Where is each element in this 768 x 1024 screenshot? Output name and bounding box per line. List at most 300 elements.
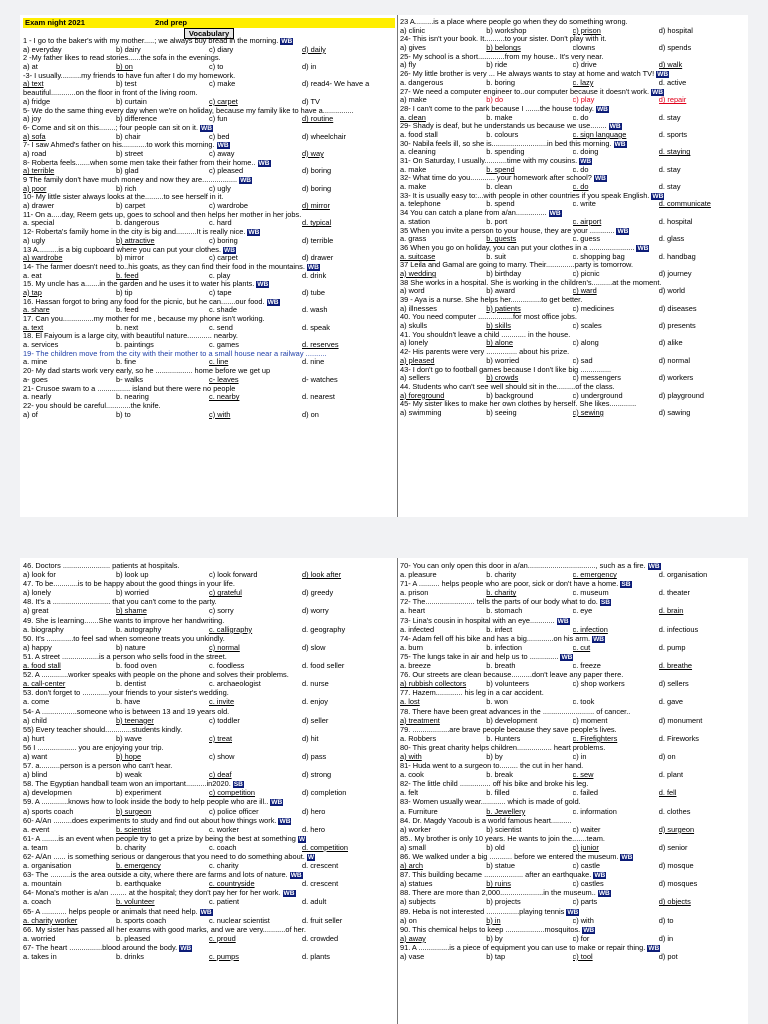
- answer-option[interactable]: b. charity: [116, 842, 146, 852]
- answer-option[interactable]: b. spending: [486, 148, 525, 157]
- answer-option[interactable]: a. team: [23, 842, 48, 852]
- correct-option[interactable]: a) away: [400, 933, 426, 943]
- answer-option[interactable]: b) old: [486, 842, 505, 852]
- answer-option[interactable]: a- goes: [23, 375, 48, 384]
- answer-option[interactable]: b) do: [486, 96, 504, 105]
- answer-option[interactable]: d) wheelchair: [302, 132, 346, 141]
- answer-option[interactable]: b) carpet: [116, 202, 146, 211]
- answer-option[interactable]: d. gave: [658, 697, 683, 707]
- answer-option[interactable]: b. earthquake: [116, 879, 162, 889]
- answer-option[interactable]: a) of: [23, 410, 38, 419]
- answer-option[interactable]: b- walks: [116, 375, 144, 384]
- answer-option[interactable]: d) senior: [658, 842, 688, 852]
- correct-option[interactable]: d. breathe: [658, 661, 693, 671]
- correct-option[interactable]: a) sofa: [23, 132, 46, 141]
- answer-option[interactable]: d) completion: [302, 788, 347, 798]
- answer-option[interactable]: b) street: [116, 149, 144, 158]
- answer-option[interactable]: d) world: [658, 287, 686, 296]
- answer-option[interactable]: d) sellers: [658, 679, 689, 689]
- answer-option[interactable]: d) monument: [658, 715, 703, 725]
- answer-option[interactable]: b. feed: [116, 306, 139, 315]
- answer-option[interactable]: c) boring: [209, 236, 238, 245]
- correct-option[interactable]: a. call-center: [23, 679, 66, 689]
- answer-option[interactable]: c) play: [572, 96, 595, 105]
- answer-option[interactable]: d) mosques: [658, 879, 698, 889]
- answer-option[interactable]: d) seller: [302, 715, 329, 725]
- answer-option[interactable]: c. charity: [209, 861, 239, 871]
- answer-option[interactable]: a) fridge: [23, 97, 51, 106]
- answer-option[interactable]: b. drinks: [116, 952, 144, 962]
- correct-option[interactable]: b) hope: [116, 751, 142, 761]
- answer-option[interactable]: b) scientist: [486, 824, 522, 834]
- answer-option[interactable]: b. infect: [486, 624, 513, 634]
- answer-option[interactable]: a) fly: [400, 61, 417, 70]
- answer-option[interactable]: c) medicines: [572, 304, 614, 313]
- correct-option[interactable]: a) wardrobe: [23, 254, 63, 263]
- answer-option[interactable]: b) look up: [116, 570, 149, 580]
- answer-option[interactable]: c) police officer: [209, 806, 259, 816]
- answer-option[interactable]: a. cook: [400, 770, 424, 780]
- answer-option[interactable]: a) lonely: [400, 339, 428, 348]
- correct-option[interactable]: c) junior: [572, 842, 599, 852]
- answer-option[interactable]: a) worker: [400, 824, 431, 834]
- correct-option[interactable]: a) text: [23, 80, 44, 89]
- answer-option[interactable]: b. next: [116, 323, 139, 332]
- answer-option[interactable]: a) happy: [23, 642, 52, 652]
- answer-option[interactable]: d) TV: [302, 97, 320, 106]
- correct-option[interactable]: c) competition: [209, 788, 256, 798]
- answer-option[interactable]: b. paintings: [116, 341, 154, 350]
- correct-option[interactable]: b) teenager: [116, 715, 154, 725]
- answer-option[interactable]: a) clinic: [400, 26, 426, 35]
- answer-option[interactable]: d) worry: [302, 606, 329, 616]
- answer-option[interactable]: c. do: [572, 165, 589, 174]
- answer-option[interactable]: a) on: [400, 915, 417, 925]
- answer-option[interactable]: d) diseases: [658, 304, 697, 313]
- correct-option[interactable]: c. countryside: [209, 879, 255, 889]
- answer-option[interactable]: a. burn: [400, 642, 424, 652]
- correct-option[interactable]: a. food stall: [23, 661, 61, 671]
- answer-option[interactable]: d) tube: [302, 288, 326, 297]
- correct-option[interactable]: c) normal: [209, 642, 240, 652]
- answer-option[interactable]: c. send: [209, 323, 233, 332]
- answer-option[interactable]: c. patient: [209, 897, 239, 907]
- answer-option[interactable]: d. wash: [302, 306, 328, 315]
- answer-option[interactable]: a. telephone: [400, 200, 441, 209]
- answer-option[interactable]: d) spends: [658, 44, 692, 53]
- answer-option[interactable]: c) to: [209, 63, 224, 72]
- correct-option[interactable]: a) foreground: [400, 391, 445, 400]
- answer-option[interactable]: d) greedy: [302, 588, 334, 598]
- answer-option[interactable]: d) in: [302, 63, 317, 72]
- answer-option[interactable]: a) sellers: [400, 374, 430, 383]
- correct-option[interactable]: c) prison: [572, 26, 601, 35]
- correct-option[interactable]: a. charity worker: [23, 915, 78, 925]
- correct-option[interactable]: d. fell: [658, 788, 677, 798]
- answer-option[interactable]: d. crowded: [302, 933, 339, 943]
- answer-option[interactable]: a. biography: [23, 624, 64, 634]
- correct-option[interactable]: b. scientist: [116, 824, 151, 834]
- correct-option[interactable]: a) with: [400, 751, 422, 761]
- correct-option[interactable]: d. brain: [658, 606, 684, 616]
- answer-option[interactable]: b) mirror: [116, 254, 144, 263]
- answer-option[interactable]: c) show: [209, 751, 235, 761]
- answer-option[interactable]: c) along: [572, 339, 599, 348]
- correct-option[interactable]: d) objects: [658, 897, 691, 907]
- answer-option[interactable]: c. shade: [209, 306, 237, 315]
- answer-option[interactable]: d) normal: [658, 356, 690, 365]
- answer-option[interactable]: b. have: [116, 697, 141, 707]
- answer-option[interactable]: b) development: [486, 715, 538, 725]
- answer-option[interactable]: a. mine: [23, 358, 48, 367]
- answer-option[interactable]: d) hospital: [658, 26, 693, 35]
- correct-option[interactable]: d. reserves: [302, 341, 339, 350]
- answer-option[interactable]: b. spend: [486, 200, 515, 209]
- correct-option[interactable]: c. airport: [572, 217, 602, 226]
- answer-option[interactable]: a. dangerous: [400, 78, 444, 87]
- answer-option[interactable]: d. sports: [658, 130, 688, 139]
- answer-option[interactable]: c. write: [572, 200, 596, 209]
- answer-option[interactable]: d) slow: [302, 642, 326, 652]
- answer-option[interactable]: c) away: [209, 149, 235, 158]
- answer-option[interactable]: d) drawer: [302, 254, 334, 263]
- correct-option[interactable]: b) belongs: [486, 44, 521, 53]
- answer-option[interactable]: a. coach: [23, 897, 51, 907]
- correct-option[interactable]: b) on: [116, 63, 133, 72]
- answer-option[interactable]: a) sports coach: [23, 806, 74, 816]
- answer-option[interactable]: b) nature: [116, 642, 146, 652]
- answer-option[interactable]: d) on: [302, 410, 319, 419]
- answer-option[interactable]: c) castle: [572, 861, 601, 871]
- answer-option[interactable]: a. make: [400, 165, 427, 174]
- correct-option[interactable]: c. sign language: [572, 130, 627, 139]
- answer-option[interactable]: d. glass: [658, 235, 685, 244]
- correct-option[interactable]: d) walk: [658, 61, 683, 70]
- correct-option[interactable]: c) tool: [572, 952, 593, 962]
- answer-option[interactable]: d) in: [658, 933, 674, 943]
- correct-option[interactable]: b. guests: [486, 235, 517, 244]
- correct-option[interactable]: c) carpet: [209, 97, 238, 106]
- correct-option[interactable]: c) with: [209, 410, 231, 419]
- answer-option[interactable]: c) ugly: [209, 184, 231, 193]
- answer-option[interactable]: a) lonely: [23, 588, 51, 598]
- answer-option[interactable]: b) background: [486, 391, 534, 400]
- answer-option[interactable]: d) to: [658, 915, 674, 925]
- answer-option[interactable]: d) boring: [302, 184, 332, 193]
- answer-option[interactable]: a) gives: [400, 44, 426, 53]
- answer-option[interactable]: d) mosque: [658, 861, 694, 871]
- answer-option[interactable]: c) moment: [572, 715, 608, 725]
- answer-option[interactable]: d) boring: [302, 167, 332, 176]
- answer-option[interactable]: b. colours: [486, 130, 519, 139]
- answer-option[interactable]: a) vase: [400, 952, 425, 962]
- answer-option[interactable]: c. doing: [572, 148, 599, 157]
- answer-option[interactable]: b) to: [116, 410, 131, 419]
- correct-option[interactable]: b. feed: [116, 271, 139, 280]
- answer-option[interactable]: d) read4- We have a: [302, 80, 370, 89]
- correct-option[interactable]: b) patients: [486, 304, 521, 313]
- correct-option[interactable]: d. competition: [302, 842, 349, 852]
- correct-option[interactable]: c. emergency: [572, 570, 617, 580]
- answer-option[interactable]: c. eye: [572, 606, 593, 616]
- correct-option[interactable]: a) pleased: [400, 356, 435, 365]
- correct-option[interactable]: a. suitcase: [400, 252, 436, 261]
- answer-option[interactable]: b) by: [486, 933, 503, 943]
- answer-option[interactable]: b. suit: [486, 252, 506, 261]
- answer-option[interactable]: b) difference: [116, 115, 157, 124]
- answer-option[interactable]: d. nearest: [302, 393, 335, 402]
- answer-option[interactable]: b. filled: [486, 788, 510, 798]
- answer-option[interactable]: c. coach: [209, 842, 237, 852]
- answer-option[interactable]: c) for: [572, 933, 590, 943]
- answer-option[interactable]: a) illnesses: [400, 304, 437, 313]
- answer-option[interactable]: c) diary: [209, 45, 234, 54]
- answer-option[interactable]: d. hospital: [658, 217, 693, 226]
- correct-option[interactable]: a. lost: [400, 697, 420, 707]
- correct-option[interactable]: a) arch: [400, 861, 424, 871]
- answer-option[interactable]: c) picnic: [572, 269, 600, 278]
- answer-option[interactable]: d. stay: [658, 183, 681, 192]
- answer-option[interactable]: a) subjects: [400, 897, 436, 907]
- answer-option[interactable]: b) curtain: [116, 97, 147, 106]
- correct-option[interactable]: d. staying: [658, 148, 691, 157]
- answer-option[interactable]: a. Furniture: [400, 806, 438, 816]
- answer-option[interactable]: d. fruit seller: [302, 915, 343, 925]
- answer-option[interactable]: b. clean: [486, 183, 513, 192]
- answer-option[interactable]: b) worried: [486, 356, 520, 365]
- answer-option[interactable]: b. sports coach: [116, 915, 167, 925]
- answer-option[interactable]: b. won: [486, 697, 509, 707]
- answer-option[interactable]: d. drink: [302, 271, 327, 280]
- answer-option[interactable]: clowns: [572, 44, 596, 53]
- correct-option[interactable]: b. volunteer: [116, 897, 155, 907]
- correct-option[interactable]: c. proud: [209, 933, 236, 943]
- answer-option[interactable]: c) underground: [572, 391, 623, 400]
- answer-option[interactable]: c. play: [209, 271, 231, 280]
- answer-option[interactable]: a) swimming: [400, 408, 442, 417]
- correct-option[interactable]: c) ward: [572, 287, 597, 296]
- correct-option[interactable]: b. emergency: [116, 861, 161, 871]
- answer-option[interactable]: d. clothes: [658, 806, 691, 816]
- answer-option[interactable]: d) sawing: [658, 408, 691, 417]
- answer-option[interactable]: c. freeze: [572, 661, 601, 671]
- correct-option[interactable]: b) shame: [116, 606, 147, 616]
- answer-option[interactable]: b) tap: [486, 952, 506, 962]
- answer-option[interactable]: d) playground: [658, 391, 704, 400]
- answer-option[interactable]: a) drawer: [23, 202, 55, 211]
- answer-option[interactable]: b. food oven: [116, 661, 157, 671]
- answer-option[interactable]: c) drive: [572, 61, 597, 70]
- answer-option[interactable]: c) sorry: [209, 606, 234, 616]
- correct-option[interactable]: a) tap: [23, 288, 42, 297]
- correct-option[interactable]: b) ruins: [486, 879, 511, 889]
- answer-option[interactable]: b) seeing: [486, 408, 517, 417]
- answer-option[interactable]: b) glad: [116, 167, 139, 176]
- answer-option[interactable]: b. make: [486, 113, 513, 122]
- answer-option[interactable]: c) fun: [209, 115, 228, 124]
- answer-option[interactable]: d. stay: [658, 165, 681, 174]
- answer-option[interactable]: a) make: [400, 96, 427, 105]
- answer-option[interactable]: c. games: [209, 341, 239, 350]
- answer-option[interactable]: c. took: [572, 697, 595, 707]
- answer-option[interactable]: a) developmen: [23, 788, 72, 798]
- answer-option[interactable]: c) sad: [572, 356, 593, 365]
- answer-option[interactable]: b) wave: [116, 733, 142, 743]
- correct-option[interactable]: a. share: [23, 306, 50, 315]
- answer-option[interactable]: a) statues: [400, 879, 433, 889]
- answer-option[interactable]: a. event: [23, 824, 50, 834]
- answer-option[interactable]: a) hurt: [23, 733, 45, 743]
- answer-option[interactable]: c) shop workers: [572, 679, 625, 689]
- correct-option[interactable]: d) repair: [658, 96, 687, 105]
- answer-option[interactable]: b. pleased: [116, 933, 151, 943]
- answer-option[interactable]: a. infected: [400, 624, 435, 634]
- answer-option[interactable]: b. fine: [116, 358, 137, 367]
- answer-option[interactable]: c) carpet: [209, 254, 238, 263]
- answer-option[interactable]: d. infectious: [658, 624, 699, 634]
- correct-option[interactable]: a) terrible: [23, 167, 55, 176]
- answer-option[interactable]: a. worried: [23, 933, 56, 943]
- answer-option[interactable]: a. special: [23, 219, 55, 228]
- answer-option[interactable]: a) everyday: [23, 45, 62, 54]
- answer-option[interactable]: a) small: [400, 842, 426, 852]
- answer-option[interactable]: d) strong: [302, 770, 332, 780]
- correct-option[interactable]: c. calligraphy: [209, 624, 253, 634]
- answer-option[interactable]: c. do: [572, 113, 589, 122]
- answer-option[interactable]: c. archaeologist: [209, 679, 261, 689]
- answer-option[interactable]: b. autography: [116, 624, 162, 634]
- answer-option[interactable]: b) rich: [116, 184, 137, 193]
- answer-option[interactable]: b) experiment: [116, 788, 162, 798]
- answer-option[interactable]: c) parts: [572, 897, 598, 907]
- answer-option[interactable]: a. felt: [400, 788, 419, 798]
- answer-option[interactable]: c) toddler: [209, 715, 240, 725]
- correct-option[interactable]: c) treat: [209, 733, 232, 743]
- correct-option[interactable]: a) wedding: [400, 269, 437, 278]
- answer-option[interactable]: c) bed: [209, 132, 230, 141]
- answer-option[interactable]: c. information: [572, 806, 617, 816]
- answer-option[interactable]: d. food seller: [302, 661, 345, 671]
- answer-option[interactable]: d. Fireworks: [658, 733, 699, 743]
- answer-option[interactable]: a. eat: [23, 271, 42, 280]
- answer-option[interactable]: a. make: [400, 183, 427, 192]
- correct-option[interactable]: b) crowds: [486, 374, 519, 383]
- answer-option[interactable]: a. prison: [400, 588, 429, 598]
- answer-option[interactable]: c. worker: [209, 824, 239, 834]
- answer-option[interactable]: b) statue: [486, 861, 516, 871]
- answer-option[interactable]: a) word: [400, 287, 425, 296]
- answer-option[interactable]: c. failed: [572, 788, 598, 798]
- correct-option[interactable]: c. cut: [572, 642, 591, 652]
- answer-option[interactable]: d. speak: [302, 323, 330, 332]
- answer-option[interactable]: b) dairy: [116, 45, 141, 54]
- answer-option[interactable]: c) waiter: [572, 824, 601, 834]
- correct-option[interactable]: b) skills: [486, 322, 511, 331]
- answer-option[interactable]: d. stay: [658, 113, 681, 122]
- correct-option[interactable]: d) mirror: [302, 202, 330, 211]
- answer-option[interactable]: a) road: [23, 149, 47, 158]
- answer-option[interactable]: d) on: [658, 751, 676, 761]
- correct-option[interactable]: c. Firefighters: [572, 733, 618, 743]
- correct-option[interactable]: d) daily: [302, 45, 326, 54]
- answer-option[interactable]: c) with: [572, 915, 594, 925]
- correct-option[interactable]: b. charity: [486, 588, 517, 598]
- correct-option[interactable]: d) surgeon: [658, 824, 695, 834]
- answer-option[interactable]: d) pass: [302, 751, 327, 761]
- correct-option[interactable]: d) routine: [302, 115, 334, 124]
- answer-option[interactable]: a. food stall: [400, 130, 438, 139]
- answer-option[interactable]: d- watches: [302, 375, 338, 384]
- answer-option[interactable]: c) castles: [572, 879, 604, 889]
- correct-option[interactable]: c. invite: [209, 697, 235, 707]
- answer-option[interactable]: c) pleased: [209, 167, 244, 176]
- answer-option[interactable]: a. heart: [400, 606, 426, 616]
- answer-option[interactable]: b. boring: [486, 78, 516, 87]
- answer-option[interactable]: b) by: [486, 751, 503, 761]
- answer-option[interactable]: c) look forward: [209, 570, 258, 580]
- answer-option[interactable]: d) alike: [658, 339, 683, 348]
- answer-option[interactable]: d) presents: [658, 322, 696, 331]
- answer-option[interactable]: c) scales: [572, 322, 602, 331]
- answer-option[interactable]: d) terrible: [302, 236, 334, 245]
- answer-option[interactable]: b) weak: [116, 770, 142, 780]
- answer-option[interactable]: a) want: [23, 751, 48, 761]
- answer-option[interactable]: d. organisation: [658, 570, 708, 580]
- answer-option[interactable]: b. stomach: [486, 606, 523, 616]
- answer-option[interactable]: b) chair: [116, 132, 141, 141]
- answer-option[interactable]: a) ugly: [23, 236, 46, 245]
- answer-option[interactable]: a. services: [23, 341, 59, 350]
- answer-option[interactable]: d. crescent: [302, 879, 339, 889]
- answer-option[interactable]: d. hero: [302, 824, 326, 834]
- answer-option[interactable]: b. Hunters: [486, 733, 521, 743]
- answer-option[interactable]: d. plant: [658, 770, 683, 780]
- answer-option[interactable]: c. hard: [209, 219, 232, 228]
- correct-option[interactable]: b) attractive: [116, 236, 155, 245]
- answer-option[interactable]: d) pot: [658, 952, 678, 962]
- answer-option[interactable]: d) workers: [658, 374, 694, 383]
- answer-option[interactable]: a. breeze: [400, 661, 431, 671]
- answer-option[interactable]: b) ride: [486, 61, 508, 70]
- answer-option[interactable]: d) journey: [658, 269, 692, 278]
- answer-option[interactable]: d. geography: [302, 624, 346, 634]
- correct-option[interactable]: c. sew: [572, 770, 594, 780]
- answer-option[interactable]: a) blind: [23, 770, 48, 780]
- correct-option[interactable]: a) treatment: [400, 715, 440, 725]
- answer-option[interactable]: d) hero: [302, 806, 326, 816]
- answer-option[interactable]: b. charity: [486, 570, 517, 580]
- answer-option[interactable]: d. plants: [302, 952, 330, 962]
- answer-option[interactable]: a. station: [400, 217, 430, 226]
- answer-option[interactable]: c) make: [209, 80, 236, 89]
- correct-option[interactable]: c. pumps: [209, 952, 239, 962]
- answer-option[interactable]: c. shopping bag: [572, 252, 625, 261]
- correct-option[interactable]: c. lazy: [572, 78, 594, 87]
- answer-option[interactable]: b. infection: [486, 642, 522, 652]
- answer-option[interactable]: d. nine: [302, 358, 325, 367]
- answer-option[interactable]: a. grass: [400, 235, 427, 244]
- answer-option[interactable]: c. museum: [572, 588, 609, 598]
- correct-option[interactable]: c) sewing: [572, 408, 604, 417]
- answer-option[interactable]: a. come: [23, 697, 50, 707]
- answer-option[interactable]: a) great: [23, 606, 49, 616]
- answer-option[interactable]: b. nearing: [116, 393, 149, 402]
- answer-option[interactable]: c) in: [572, 751, 587, 761]
- correct-option[interactable]: a) poor: [23, 184, 47, 193]
- answer-option[interactable]: b) volunteers: [486, 679, 529, 689]
- correct-option[interactable]: d. typical: [302, 219, 332, 228]
- answer-option[interactable]: a. Robbers: [400, 733, 437, 743]
